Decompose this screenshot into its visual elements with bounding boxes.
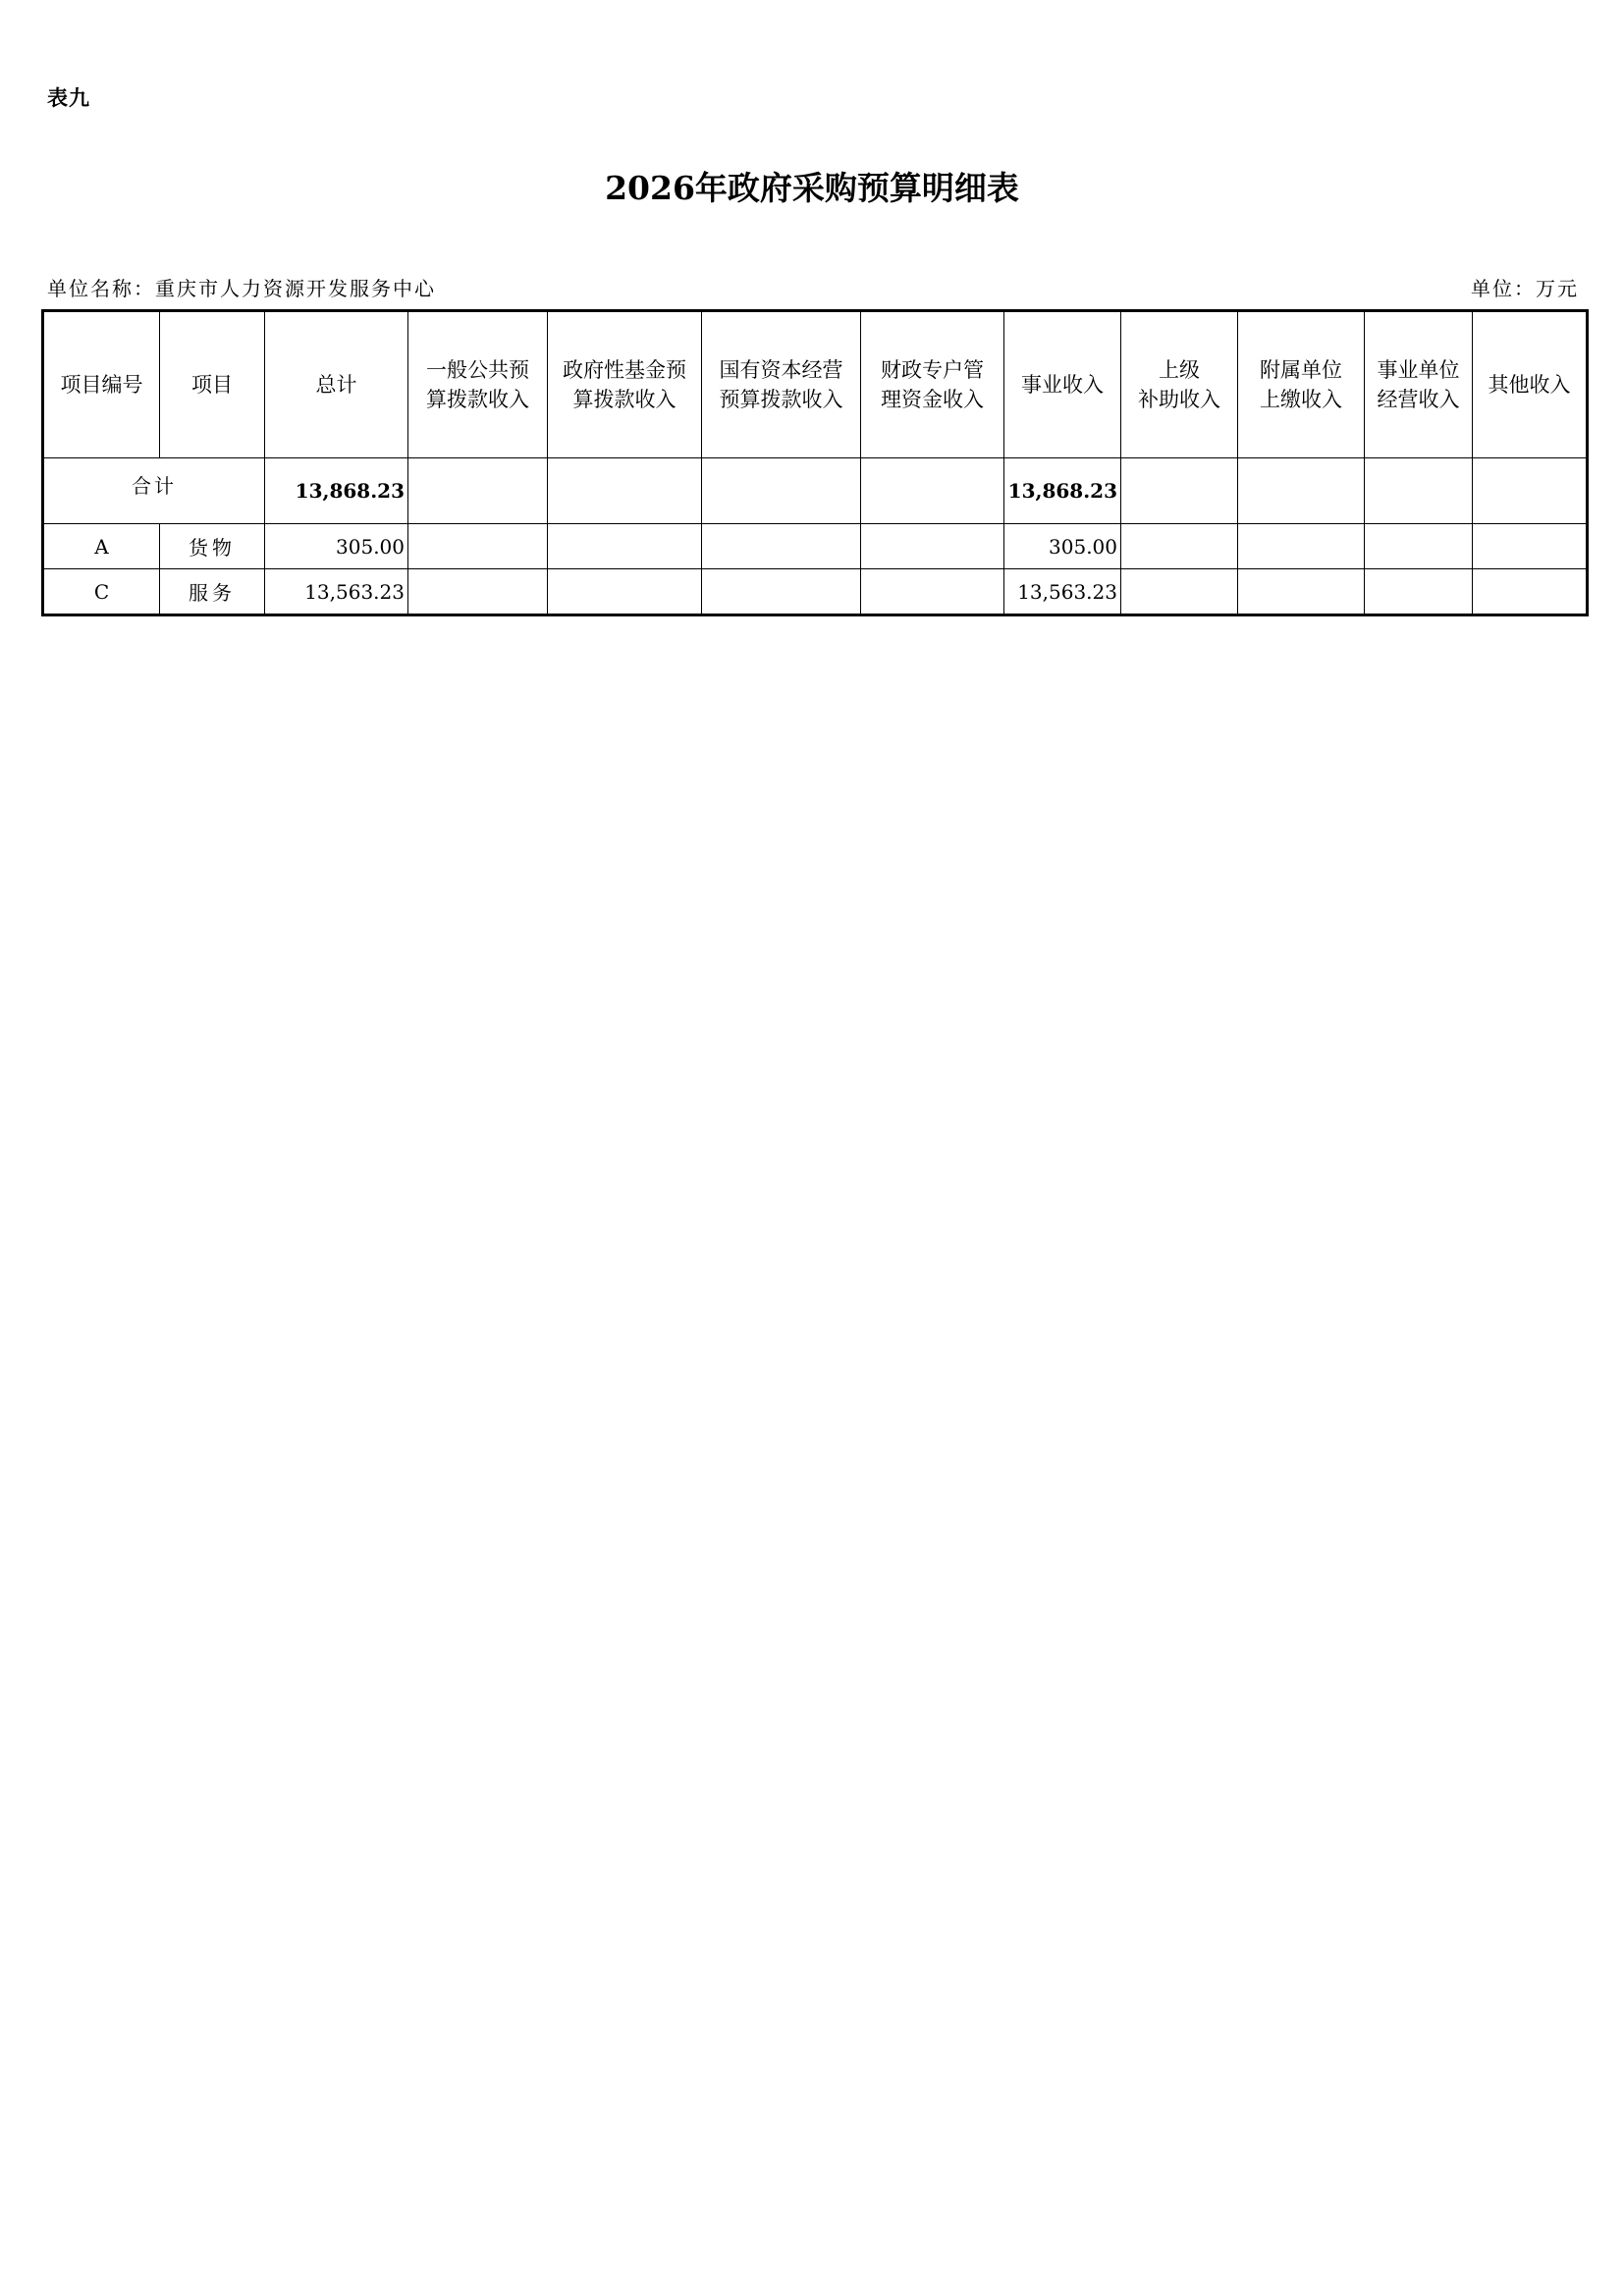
cell-fund-budget (548, 524, 702, 569)
header-fund-budget: 政府性基金预 算拨款收入 (548, 311, 702, 458)
table-header-row (43, 311, 1588, 458)
header-state-capital: 国有资本经营 预算拨款收入 (702, 311, 861, 458)
total-label: 合计 (43, 458, 265, 524)
procurement-budget-table (41, 309, 1589, 616)
table-number-label: 表九 (47, 86, 90, 110)
cell-general-budget (408, 569, 548, 615)
cell-operating (1365, 569, 1473, 615)
header-operating: 事业单位 经营收入 (1365, 311, 1473, 458)
currency-unit: 单位：万元 (1471, 277, 1579, 300)
cell-total: 13,868.23 (265, 458, 408, 524)
header-general-budget: 一般公共预 算拨款收入 (408, 311, 548, 458)
header-business-income: 事业收入 (1004, 311, 1121, 458)
cell-affiliate (1238, 458, 1365, 524)
cell-other (1473, 524, 1588, 569)
page-title: 2026年政府采购预算明细表 (605, 169, 1019, 207)
cell-general-budget (408, 458, 548, 524)
cell-upper-subsidy (1121, 458, 1238, 524)
cell-operating (1365, 524, 1473, 569)
table-row (43, 569, 1588, 615)
cell-upper-subsidy (1121, 569, 1238, 615)
cell-affiliate (1238, 569, 1365, 615)
cell-fiscal-special (861, 458, 1004, 524)
header-affiliate: 附属单位 上缴收入 (1238, 311, 1365, 458)
header-item: 项目 (160, 311, 265, 458)
table-row (43, 524, 1588, 569)
cell-state-capital (702, 524, 861, 569)
header-total: 总计 (265, 311, 408, 458)
cell-state-capital (702, 569, 861, 615)
header-code: 项目编号 (43, 311, 160, 458)
total-row (43, 458, 1588, 524)
cell-item: 货物 (160, 524, 265, 569)
cell-code: C (43, 569, 160, 615)
cell-code: A (43, 524, 160, 569)
cell-total: 305.00 (265, 524, 408, 569)
header-upper-subsidy: 上级 补助收入 (1121, 311, 1238, 458)
cell-item: 服务 (160, 569, 265, 615)
header-fiscal-special: 财政专户管 理资金收入 (861, 311, 1004, 458)
cell-state-capital (702, 458, 861, 524)
cell-business-income: 13,868.23 (1004, 458, 1121, 524)
cell-upper-subsidy (1121, 524, 1238, 569)
cell-business-income: 305.00 (1004, 524, 1121, 569)
cell-other (1473, 569, 1588, 615)
cell-fund-budget (548, 569, 702, 615)
cell-general-budget (408, 524, 548, 569)
cell-total: 13,563.23 (265, 569, 408, 615)
cell-fund-budget (548, 458, 702, 524)
cell-fiscal-special (861, 524, 1004, 569)
cell-business-income: 13,563.23 (1004, 569, 1121, 615)
organization-name: 单位名称：重庆市人力资源开发服务中心 (47, 277, 436, 300)
cell-operating (1365, 458, 1473, 524)
cell-fiscal-special (861, 569, 1004, 615)
cell-affiliate (1238, 524, 1365, 569)
cell-other (1473, 458, 1588, 524)
header-other: 其他收入 (1473, 311, 1588, 458)
